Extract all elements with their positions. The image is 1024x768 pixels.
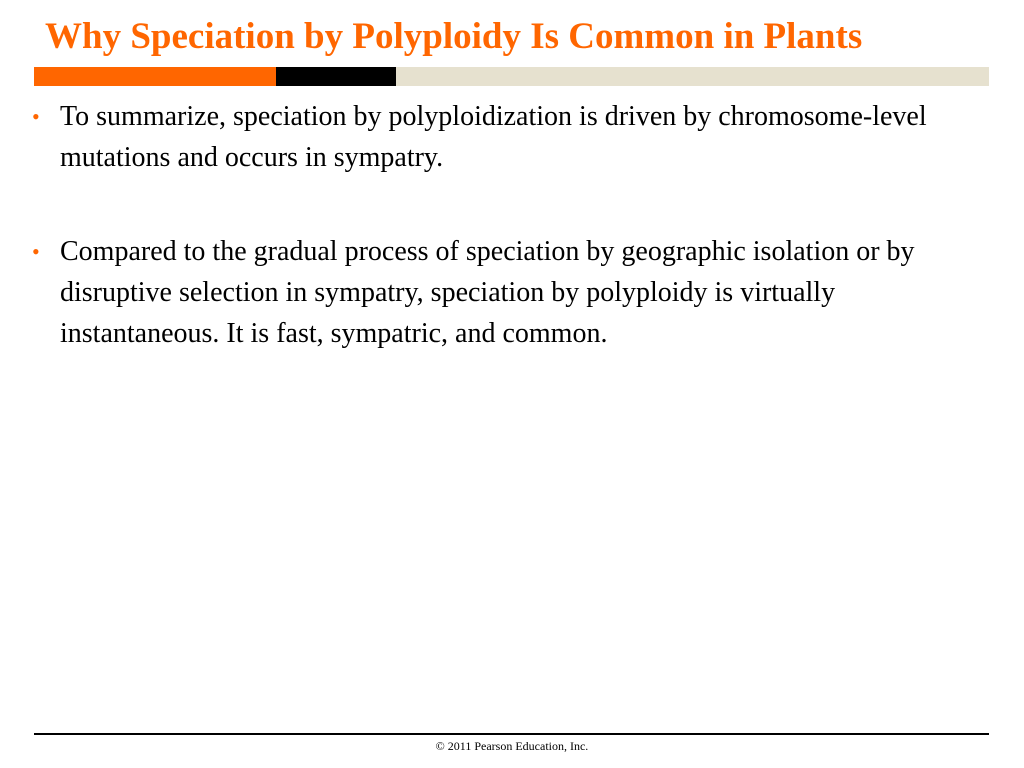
- bullet-item: [30, 96, 930, 178]
- bullet-item: [30, 231, 930, 354]
- footer-divider: [34, 733, 989, 735]
- bullet-marker: •: [32, 239, 40, 264]
- bullet-text: Compared to the gradual process of speciation by geographic isolation or by disruptive selection in sympatry, speciation by polyploidy is virtually instantaneous. It is fast, sympatric, and common.: [60, 236, 915, 349]
- bullet-marker: •: [32, 104, 40, 129]
- title-underline-bar: [34, 67, 989, 86]
- title-bar-orange-segment: [34, 67, 276, 86]
- slide-title: Why Speciation by Polyploidy Is Common in Plants: [45, 16, 863, 57]
- title-bar-black-segment: [276, 67, 396, 86]
- title-bar-tan-segment: [396, 67, 989, 86]
- copyright-footer: © 2011 Pearson Education, Inc.: [435, 739, 589, 753]
- bullet-list: [30, 96, 930, 407]
- bullet-text: To summarize, speciation by polyploidization is driven by chromosome-level mutations and occurs in sympatry.: [60, 101, 927, 173]
